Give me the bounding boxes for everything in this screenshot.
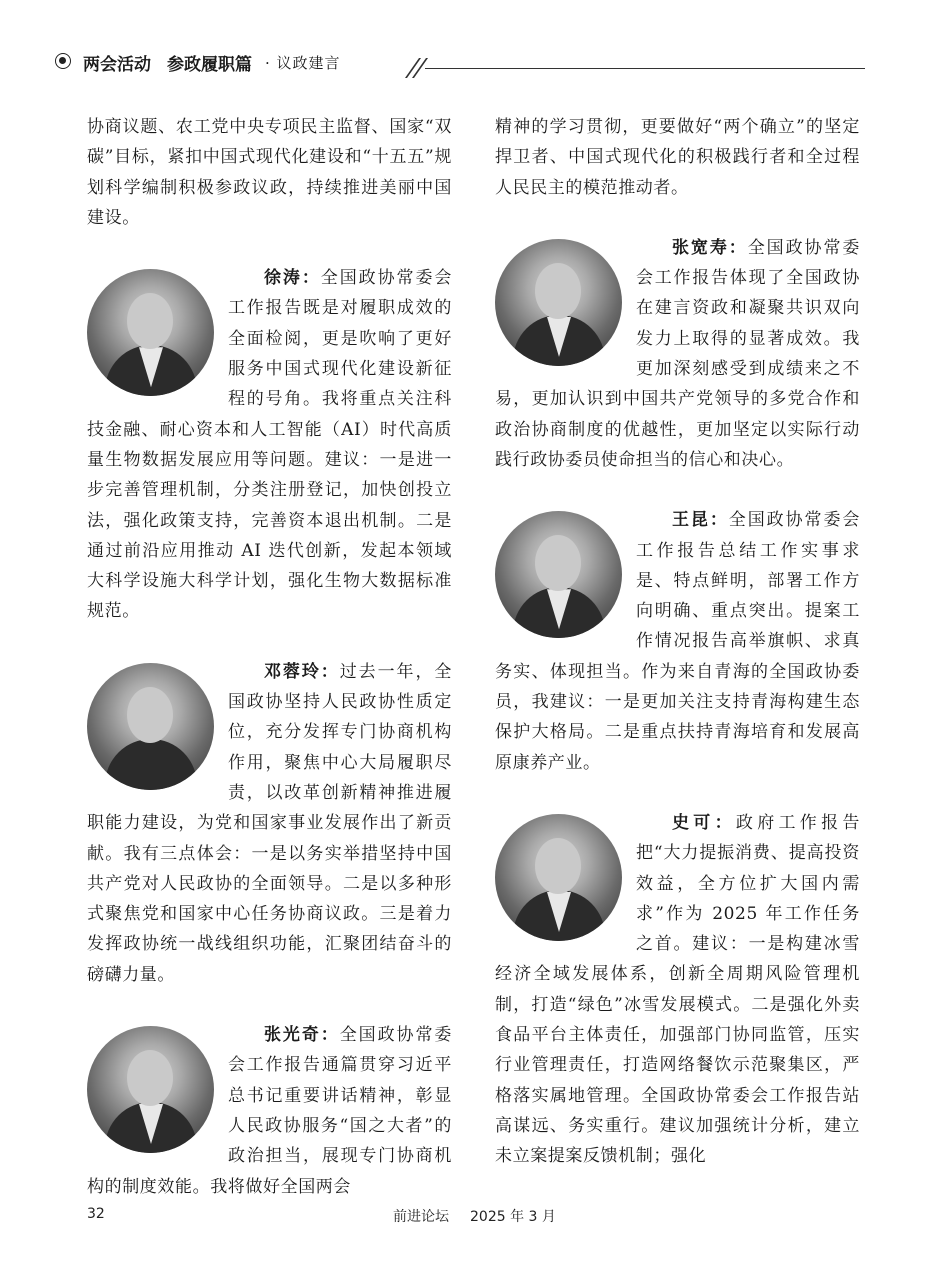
- issue-date: 2025 年 3 月: [470, 1209, 556, 1225]
- page-number: 32: [87, 1206, 105, 1222]
- member-statement: 全国政协常委会工作报告通篇贯穿习近平总书记重要讲话精神，彰显人民政协服务“国之大者”的政治担当，展现专门协商机构的制度效能。我将做好全国两会: [87, 1025, 452, 1197]
- right-column: [495, 112, 860, 1172]
- header-subsection: 参政履职篇: [167, 55, 252, 75]
- member-photo: [87, 663, 214, 790]
- bullet-circle-icon: [55, 53, 71, 69]
- member-entry: [495, 808, 860, 1172]
- member-name: 王昆：: [672, 510, 729, 531]
- header-section: 两会活动: [83, 55, 151, 75]
- member-statement: 过去一年，全国政协坚持人民政协性质定位，充分发挥专门协商机构作用，聚焦中心大局履职尽责，以改革创新精神推进履职能力建设，为党和国家事业发展作出了新贡献。我有三点体会：一是以务实举措坚持中国共产党对人民政协的全面领导。二是以多种形式聚焦党和国家中心任务协商议政。三是着力发挥政协统一战线组织功能，汇聚团结奋斗的磅礴力量。: [87, 661, 452, 985]
- header-category: · 议政建言: [265, 54, 341, 72]
- member-entry: [495, 505, 860, 778]
- member-photo: [495, 814, 622, 941]
- header-rule: [425, 68, 865, 69]
- member-photo: [495, 511, 622, 638]
- member-name: 邓蓉玲：: [264, 661, 340, 682]
- intro-paragraph: 精神的学习贯彻，更要做好“两个确立”的坚定捍卫者、中国式现代化的积极践行者和全过程人民民主的模范推动者。: [495, 117, 860, 198]
- member-name: 徐涛：: [264, 268, 321, 289]
- member-photo: [495, 239, 622, 366]
- member-name: 张宽寿：: [672, 237, 748, 258]
- member-name: 史可：: [672, 812, 736, 833]
- member-statement: 全国政协常委会工作报告总结工作实事求是、特点鲜明，部署工作方向明确、重点突出。提案工作情况报告高举旗帜、求真务实、体现担当。作为来自青海的全国政协委员，我建议：一是更加关注支持青海构建生态保护大格局。二是重点扶持青海培育和发展高原康养产业。: [495, 510, 860, 773]
- member-photo: [87, 1026, 214, 1153]
- page-header: [55, 50, 865, 80]
- magazine-name: 前进论坛: [393, 1209, 449, 1225]
- member-statement: 全国政协常委会工作报告体现了全国政协在建言资政和凝聚共识双向发力上取得的显著成效。我更加深刻感受到成绩来之不易，更加认识到中国共产党领导的多党合作和政治协商制度的优越性，更加坚定以实际行动践行政协委员使命担当的信心和决心。: [495, 237, 860, 470]
- member-statement: 政府工作报告把“大力提振消费、提高投资效益，全方位扩大国内需求”作为 2025 年工作任务之首。建议：一是构建冰雪经济全域发展体系，创新全周期风险管理机制，打造“绿色”冰雪发展模式。二是强化外卖食品平台主体责任，加强部门协同监管，压实行业管理责任，打造网络餐饮示范聚集区，严格落实属地管理。全国政协常委会工作报告站高谋远、务实重行。建议加强统计分析，建立未立案提案反馈机制；强化: [495, 812, 860, 1167]
- member-entry: [87, 1020, 452, 1202]
- left-column: [87, 112, 452, 1202]
- member-entry: [87, 657, 452, 990]
- member-entry: [495, 233, 860, 475]
- member-entry: [87, 263, 452, 627]
- member-photo: [87, 269, 214, 396]
- member-statement: 全国政协常委会工作报告既是对履职成效的全面检阅，更是吹响了更好服务中国式现代化建设新征程的号角。我将重点关注科技金融、耐心资本和人工智能（AI）时代高质量生物数据发展应用等问题。建议：一是进一步完善管理机制，分类注册登记，加快创投立法，强化政策支持，完善资本退出机制。二是通过前沿应用推动 AI 迭代创新，发起本领域大科学设施大科学计划，强化生物大数据标准规范。: [87, 268, 452, 622]
- member-name: 张光奇：: [264, 1025, 340, 1046]
- intro-paragraph: 协商议题、农工党中央专项民主监督、国家“双碳”目标，紧扣中国式现代化建设和“十五五”规划科学编制积极参政议政，持续推进美丽中国建设。: [87, 117, 452, 228]
